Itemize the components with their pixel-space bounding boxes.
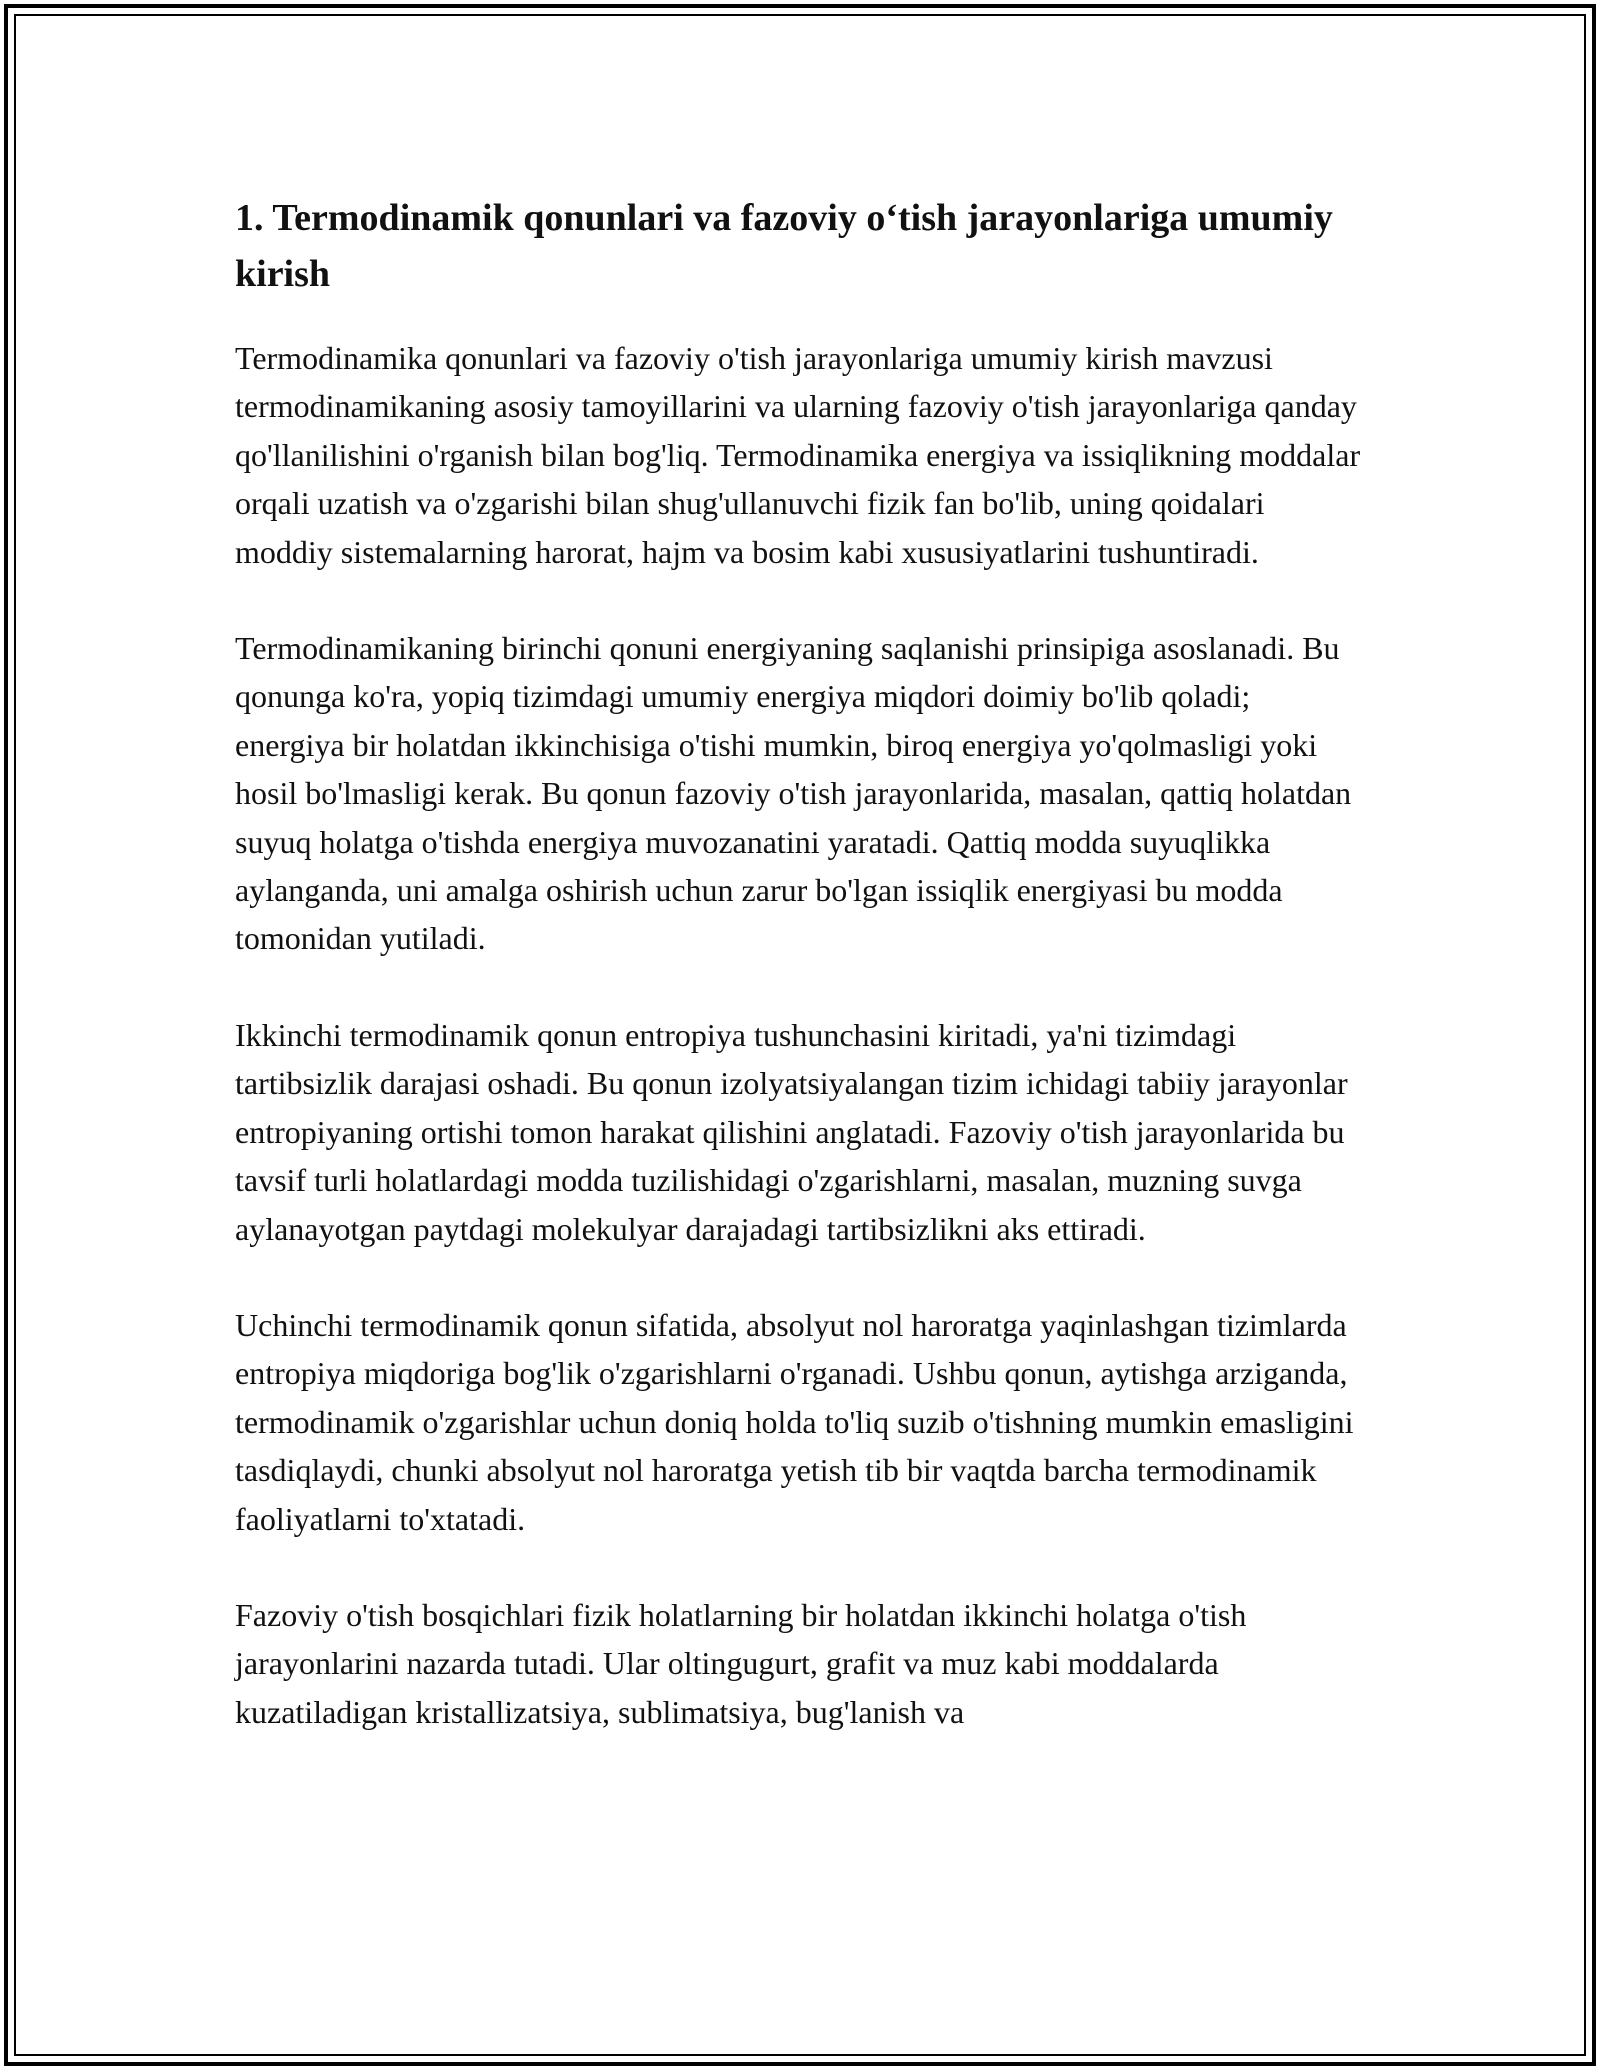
paragraph-phase-transitions: Fazoviy o'tish bosqichlari fizik holatlarning bir holatdan ikkinchi holatga o'tish jarayonlarini nazarda tutadi. Ular oltingugurt, grafit va muz kabi moddalarda kuzatiladigan kristallizatsiya, sublimatsiya, bug'lanish va [235, 1596, 1247, 1730]
section-heading: 1. Termodinamik qonunlari va fazoviy o‘tish jarayonlariga umumiy kirish [235, 197, 1333, 295]
paragraph-third-law: Uchinchi termodinamik qonun sifatida, absolyut nol haroratga yaqinlashgan tizimlarda entropiya miqdoriga bog'lik o'zgarishlarni o'rganadi. Ushbu qonun, aytishga arziganda, termodinamik o'zgarishlar uchun doniq holda to'liq suzib o'tishning mumkin emasligini tasdiqlaydi, chunki absolyut nol haroratga yetish tib bir vaqtda barcha termodinamik faoliyatlarni to'xtatadi. [235, 1306, 1354, 1537]
document-body [235, 190, 1365, 1784]
paragraph-introduction: Termodinamika qonunlari va fazoviy o'tish jarayonlariga umumiy kirish mavzusi termodinamikaning asosiy tamoyillarini va ularning fazoviy o'tish jarayonlariga qanday qo'llanilishini o'rganish bilan bog'liq. Termodinamika energiya va issiqlikning moddalar orqali uzatish va o'zgarishi bilan shug'ullanuvchi fizik fan bo'lib, uning qoidalari moddiy sistemalarning harorat, hajm va bosim kabi xususiyatlarini tushuntiradi. [235, 340, 1361, 570]
paragraph-second-law: Ikkinchi termodinamik qonun entropiya tushunchasini kiritadi, ya'ni tizimdagi tartibsizlik darajasi oshadi. Bu qonun izolyatsiyalangan tizim ichidagi tabiiy jarayonlar entropiyaning ortishi tomon harakat qilishini anglatadi. Fazoviy o'tish jarayonlarida bu tavsif turli holatlardagi modda tuzilishidagi o'zgarishlarni, masalan, muzning suvga aylanayotgan paytdagi molekulyar darajadagi tartibsizlikni aks ettiradi. [235, 1016, 1348, 1247]
paragraph-first-law: Termodinamikaning birinchi qonuni energiyaning saqlanishi prinsipiga asoslanadi. Bu qonunga ko'ra, yopiq tizimdagi umumiy energiya miqdori doimiy bo'lib qoladi; energiya bir holatdan ikkinchisiga o'tishi mumkin, biroq energiya yo'qolmasligi yoki hosil bo'lmasligi kerak. Bu qonun fazoviy o'tish jarayonlarida, masalan, qattiq holatdan suyuq holatga o'tishda energiya muvozanatini yaratadi. Qattiq modda suyuqlikka aylanganda, uni amalga oshirish uchun zarur bo'lgan issiqlik energiyasi bu modda tomonidan yutiladi. [235, 630, 1352, 957]
